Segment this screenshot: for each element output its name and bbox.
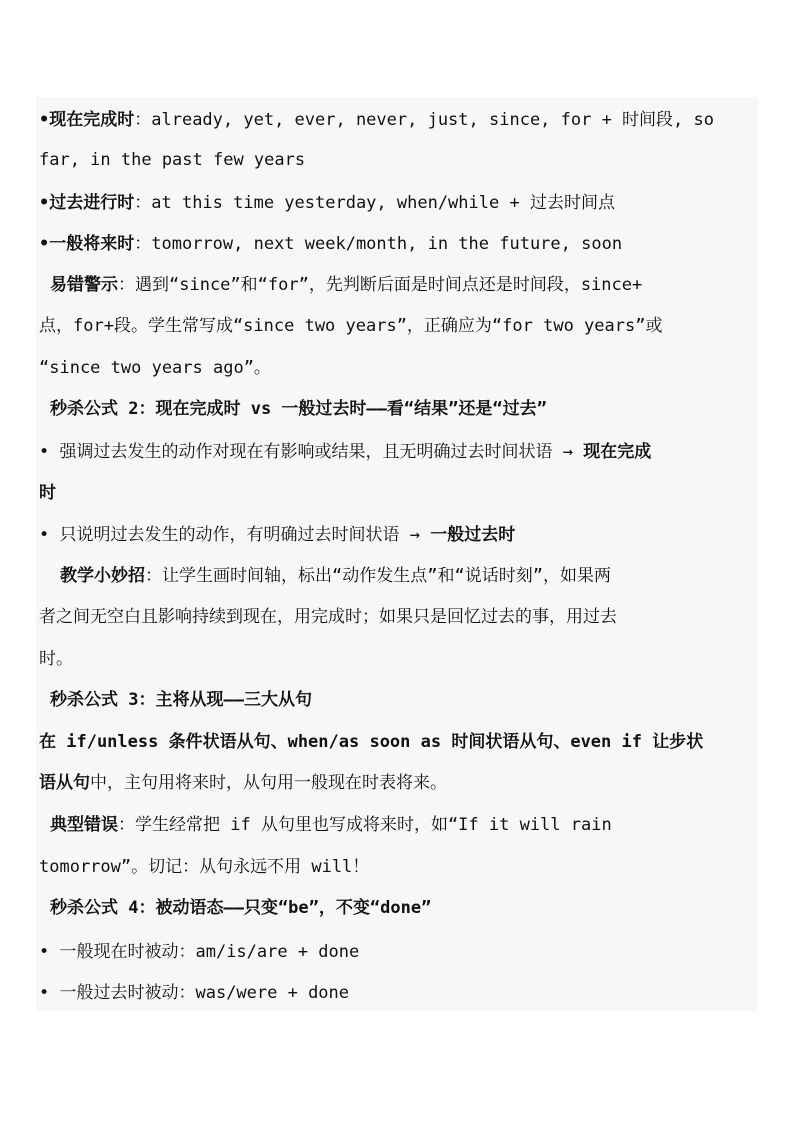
term-present-perfect: 现在完成时: [49, 110, 135, 130]
doc-line-teaching-tip-cont1: 者之间无空白且影响持续到现在，用完成时；如果只是回忆过去的事，用过去: [39, 607, 617, 627]
doc-line-formula4-rule2: [39, 982, 764, 1004]
typical-error-text: ：学生经常把 if 从句里也写成将来时，如“If it will rain: [118, 815, 612, 835]
rule1-result: 现在完成: [583, 442, 652, 462]
formula3-clause-term: 语从句: [39, 773, 90, 793]
doc-line-formula2-rule1-cont: 时: [39, 483, 56, 503]
formula-3-heading: 秒杀公式 3：主将从现——三大从句: [50, 690, 312, 710]
formula-4-heading: 秒杀公式 4：被动语态——只变“be”，不变“done”: [50, 898, 432, 918]
formula4-rule1-text: 一般现在时被动：am/is/are + done: [49, 942, 360, 962]
doc-line-teaching-tip: [60, 565, 764, 587]
doc-line-present-perfect: [39, 109, 764, 131]
doc-line-formula3-body: 在 if/unless 条件状语从句、when/as soon as 时间状语从句、even if 让步状: [39, 732, 704, 752]
rule2-result: 一般过去时: [430, 525, 516, 545]
term-past-continuous: 过去进行时: [49, 193, 135, 213]
term-simple-future: 一般将来时: [49, 234, 135, 254]
doc-line-warning-cont2: “since two years ago”。: [39, 358, 271, 378]
bullet: •: [39, 983, 50, 1003]
doc-line-formula3-body-cont: [39, 772, 764, 794]
keywords-past-continuous: ：at this time yesterday, when/while + 过去时间点: [134, 193, 615, 213]
term-warning: 易错警示: [50, 275, 118, 295]
doc-line-formula2-rule2: [39, 524, 764, 546]
doc-line-typical-error-cont: tomorrow”。切记：从句永远不用 will！: [39, 857, 370, 877]
term-teaching-tip: 教学小妙招: [60, 566, 145, 586]
bullet: •: [39, 193, 50, 213]
keywords-simple-future: ：tomorrow, next week/month, in the future, soon: [134, 234, 623, 254]
doc-line-simple-future: [39, 233, 764, 255]
bullet: •: [39, 442, 50, 462]
doc-line-typical-error: [50, 814, 764, 836]
doc-line-formula4-rule1: [39, 941, 764, 963]
bullet: •: [39, 525, 50, 545]
formula-2-heading: 秒杀公式 2：现在完成时 vs 一般过去时——看“结果”还是“过去”: [50, 399, 547, 419]
formula3-clause-text: 中，主句用将来时，从句用一般现在时表将来。: [90, 773, 447, 793]
bullet: •: [39, 234, 50, 254]
doc-line-past-continuous: [39, 192, 764, 214]
teaching-tip-text: ：让学生画时间轴，标出“动作发生点”和“说话时刻”，如果两: [145, 566, 611, 586]
doc-line-warning-cont1: 点，for+段。学生常写成“since two years”，正确应为“for two years”或: [39, 316, 663, 336]
bullet: •: [39, 110, 50, 130]
doc-line-formula2-rule1: [39, 441, 764, 463]
bullet: •: [39, 942, 50, 962]
keywords-present-perfect: ：already, yet, ever, never, just, since, for + 时间段, so: [134, 110, 714, 130]
doc-line-present-perfect-cont: far, in the past few years: [39, 150, 306, 170]
doc-line-teaching-tip-cont2: 时。: [39, 649, 73, 669]
doc-line-warning: [50, 274, 764, 296]
term-typical-error: 典型错误: [50, 815, 118, 835]
formula4-rule2-text: 一般过去时被动：was/were + done: [49, 983, 350, 1003]
warning-text: ：遇到“since”和“for”，先判断后面是时间点还是时间段，since+: [118, 275, 643, 295]
rule1-text: 强调过去发生的动作对现在有影响或结果，且无明确过去时间状语 →: [49, 442, 584, 462]
rule2-text: 只说明过去发生的动作，有明确过去时间状语 →: [49, 525, 431, 545]
